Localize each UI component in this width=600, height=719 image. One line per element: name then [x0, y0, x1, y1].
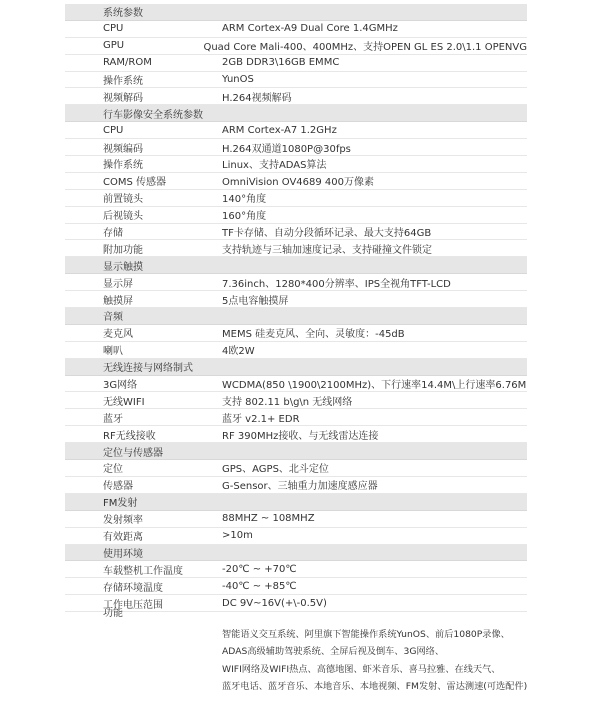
spec-value: G-Sensor、三轴重力加速度感应器: [222, 481, 378, 493]
section-title: 定位与传感器: [103, 447, 163, 459]
spec-value: 2GB DDR3\16GB EMMC: [222, 57, 340, 69]
spec-row: [65, 578, 527, 595]
function-line: ADAS高级辅助驾驶系统、全屏后视及倒车、3G网络、: [222, 646, 445, 658]
spec-row: [65, 224, 527, 241]
spec-row: [65, 190, 527, 207]
spec-row: [65, 139, 527, 156]
spec-key: 附加功能: [103, 244, 143, 256]
spec-value: TF卡存储、自动分段循环记录、最大支持64GB: [222, 228, 432, 240]
spec-row: [65, 88, 527, 105]
spec-key: CPU: [103, 23, 124, 35]
spec-value: 5点电容触摸屏: [222, 295, 289, 307]
spec-row: [65, 156, 527, 173]
spec-value: 支持 802.11 b\g\n 无线网络: [222, 396, 353, 408]
spec-key: 前置镜头: [103, 194, 143, 206]
spec-value: -40℃ ~ +85℃: [222, 580, 297, 592]
function-section: [65, 606, 528, 693]
spec-key: 视频编码: [103, 143, 143, 155]
spec-value: 7.36inch、1280*400分辨率、IPS全视角TFT-LCD: [222, 278, 451, 290]
spec-value: DC 9V~16V(+\-0.5V): [222, 597, 327, 609]
spec-value: ARM Cortex-A9 Dual Core 1.4GMHz: [222, 23, 398, 35]
spec-key: 3G网络: [103, 380, 138, 392]
spec-value: 88MHZ ~ 108MHZ: [222, 513, 315, 525]
spec-value: ARM Cortex-A7 1.2GHz: [222, 124, 337, 136]
spec-table: [65, 4, 527, 612]
spec-row: [65, 21, 527, 38]
spec-key: 传感器: [103, 481, 133, 493]
spec-row: [65, 240, 527, 257]
section-title: 系统参数: [103, 8, 143, 20]
spec-key: 蓝牙: [103, 413, 123, 425]
spec-key: 显示屏: [103, 278, 133, 290]
section-title: 使用环境: [103, 548, 143, 560]
section-header: [65, 359, 527, 376]
section-header: [65, 308, 527, 325]
spec-value: RF 390MHz接收、与无线雷达连接: [222, 430, 379, 442]
spec-key: 存储环境温度: [103, 582, 163, 594]
spec-value: WCDMA(850 \1900\2100MHz)、下行速率14.4M\上行速率6.76M: [222, 380, 527, 392]
function-line: WIFI网络及WIFI热点、高德地图、虾米音乐、喜马拉雅、在线天气、: [222, 663, 501, 675]
spec-row: [65, 325, 527, 342]
spec-key: 工作电压范围: [103, 599, 163, 611]
spec-row: [65, 376, 527, 393]
spec-key: 后视镜头: [103, 211, 143, 223]
spec-row: [65, 511, 527, 528]
section-title: 无线连接与网络制式: [103, 363, 193, 375]
spec-row: [65, 122, 527, 139]
section-header: [65, 443, 527, 460]
spec-row: [65, 207, 527, 224]
spec-key: 存储: [103, 228, 123, 240]
spec-value: 蓝牙 v2.1+ EDR: [222, 413, 300, 425]
spec-value: H.264视频解码: [222, 92, 292, 104]
section-header: [65, 4, 527, 21]
section-header: [65, 545, 527, 562]
spec-value: Quad Core Mali-400、400MHz、支持OPEN GL ES 2.0\1.1 OPENVG: [203, 42, 527, 54]
spec-key: RF无线接收: [103, 430, 156, 442]
spec-key: 操作系统: [103, 160, 143, 172]
spec-value: OmniVision OV4689 400万像素: [222, 177, 375, 189]
spec-key: 触摸屏: [103, 295, 133, 307]
function-line: 智能语义交互系统、阿里旗下智能操作系统YunOS、前后1080P录像、: [222, 629, 510, 640]
spec-value: Linux、支持ADAS算法: [222, 160, 327, 172]
spec-key: 无线WIFI: [103, 396, 145, 408]
spec-value: GPS、AGPS、北斗定位: [222, 464, 329, 476]
section-header: [65, 105, 527, 122]
spec-row: [65, 460, 527, 477]
spec-key: CPU: [103, 124, 124, 136]
spec-key: RAM/ROM: [103, 57, 152, 69]
spec-value: MEMS 硅麦克风、全向、灵敏度：-45dB: [222, 329, 405, 341]
spec-row: [65, 426, 527, 443]
function-line: 蓝牙电话、蓝牙音乐、本地音乐、本地视频、FM发射、雷达测速(可选配件): [222, 681, 528, 693]
spec-row: [65, 342, 527, 359]
spec-value: -20℃ ~ +70℃: [222, 563, 297, 575]
spec-row: [65, 72, 527, 89]
spec-row: [65, 173, 527, 190]
spec-row: [65, 392, 527, 409]
section-title: 显示触摸: [103, 261, 143, 273]
section-header: [65, 494, 527, 511]
spec-key: 喇叭: [103, 346, 123, 358]
spec-value: >10m: [222, 530, 253, 542]
spec-key: 有效距离: [103, 532, 143, 544]
section-title: 行车影像安全系统参数: [103, 109, 203, 121]
spec-value: 4欧2W: [222, 346, 255, 358]
function-lines: [222, 626, 542, 696]
spec-key: 操作系统: [103, 76, 143, 87]
spec-key: 定位: [103, 464, 123, 476]
spec-row: [65, 409, 527, 426]
spec-row: [65, 477, 527, 494]
section-title: 音频: [103, 312, 123, 324]
spec-key: 发射频率: [103, 515, 143, 527]
spec-row: [65, 561, 527, 578]
spec-key: 视频解码: [103, 92, 143, 104]
spec-row: [65, 274, 527, 291]
section-header: [65, 257, 527, 274]
spec-row: [65, 55, 527, 72]
spec-value: 140°角度: [222, 194, 267, 206]
section-title: FM发射: [103, 498, 138, 510]
spec-key: COMS 传感器: [103, 177, 167, 189]
spec-row: [65, 528, 527, 545]
spec-row: [65, 291, 527, 308]
spec-key: 麦克风: [103, 329, 133, 341]
spec-row: [65, 38, 527, 55]
spec-key: GPU: [103, 40, 125, 52]
spec-key: 车载整机工作温度: [103, 565, 183, 577]
spec-value: YunOS: [222, 74, 254, 85]
spec-value: H.264双通道1080P@30fps: [222, 143, 351, 155]
spec-value: 160°角度: [222, 211, 267, 223]
spec-value: 支持轨迹与三轴加速度记录、支持碰撞文件锁定: [222, 244, 432, 256]
function-label: 功能: [103, 608, 123, 619]
